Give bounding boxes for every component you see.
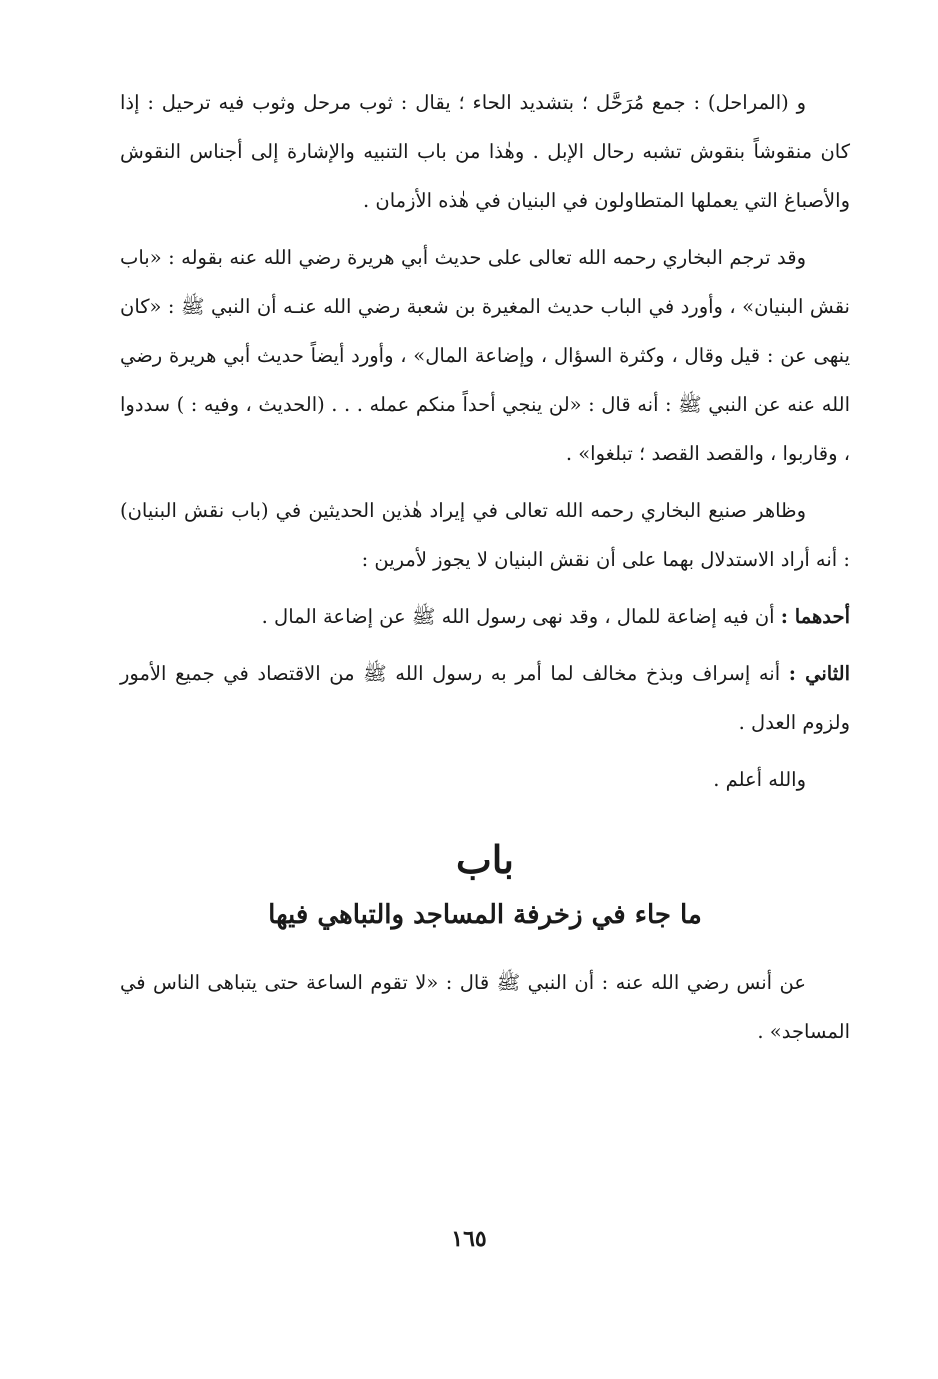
chapter-label: باب [456,837,514,882]
paragraph-first-reason [120,592,850,641]
first-reason-lead: أحدهما : [780,605,850,628]
paragraph-closing: والله أعلم . [713,768,806,791]
second-reason-lead: الثاني : [788,662,850,685]
paragraph-bukhari-chapter: وقد ترجم البخاري رحمه الله تعالى على حديث أبي هريرة رضي الله عنه بقوله : «باب نقش البنيان» ، وأورد في الباب حديث المغيرة بن شعبة رضي الله عنـه أن النبي ﷺ : «كان ينهى عن : قيل وقال ، وكثرة السؤال ، وإضاعة المال» ، وأورد أيضاً حديث أبي هريرة رضي الله عنه عن النبي ﷺ : أنه قال : «لن ينجي أحداً منكم عمله . . . (الحديث ، وفيه : ) سددوا ، وقاربوا ، والقصد القصد ؛ تبلغوا» . [120,246,850,465]
first-reason-text: أن فيه إضاعة للمال ، وقد نهى رسول الله ﷺ عن إضاعة المال . [261,605,781,628]
paragraph-second-reason [120,649,850,747]
paragraph-marahil: و (المراحل) : جمع مُرَحَّل ؛ بتشديد الحاء ؛ يقال : ثوب مرحل وثوب فيه ترحيل : إذا كان منقوشاً بنقوش تشبه رحال الإبل . وهٰذا من باب التنبيه والإشارة إلى أجناس النقوش والأصباغ التي يعملها المتطاولون في البنيان في هٰذه الأزمان . [120,91,850,212]
second-reason-text: أنه إسراف وبذخ مخالف لما أمر به رسول الله ﷺ من الاقتصاد في جميع الأمور ولزوم العدل . [120,662,850,734]
chapter-title: ما جاء في زخرفة المساجد والتباهي فيها [268,900,702,930]
paragraph-hadith: عن أنس رضي الله عنه : أن النبي ﷺ قال : «لا تقوم الساعة حتى يتباهى الناس في المساجد» . [120,971,850,1043]
paragraph-two-reasons: وظاهر صنيع البخاري رحمه الله تعالى في إيراد هٰذين الحديثين في (باب نقش البنيان) : أنه أراد الاستدلال بهما على أن نقش البنيان لا يجوز لأمرين : [120,499,850,571]
page-number: ١٦٥ [451,1226,487,1252]
page-body [120,78,850,1056]
